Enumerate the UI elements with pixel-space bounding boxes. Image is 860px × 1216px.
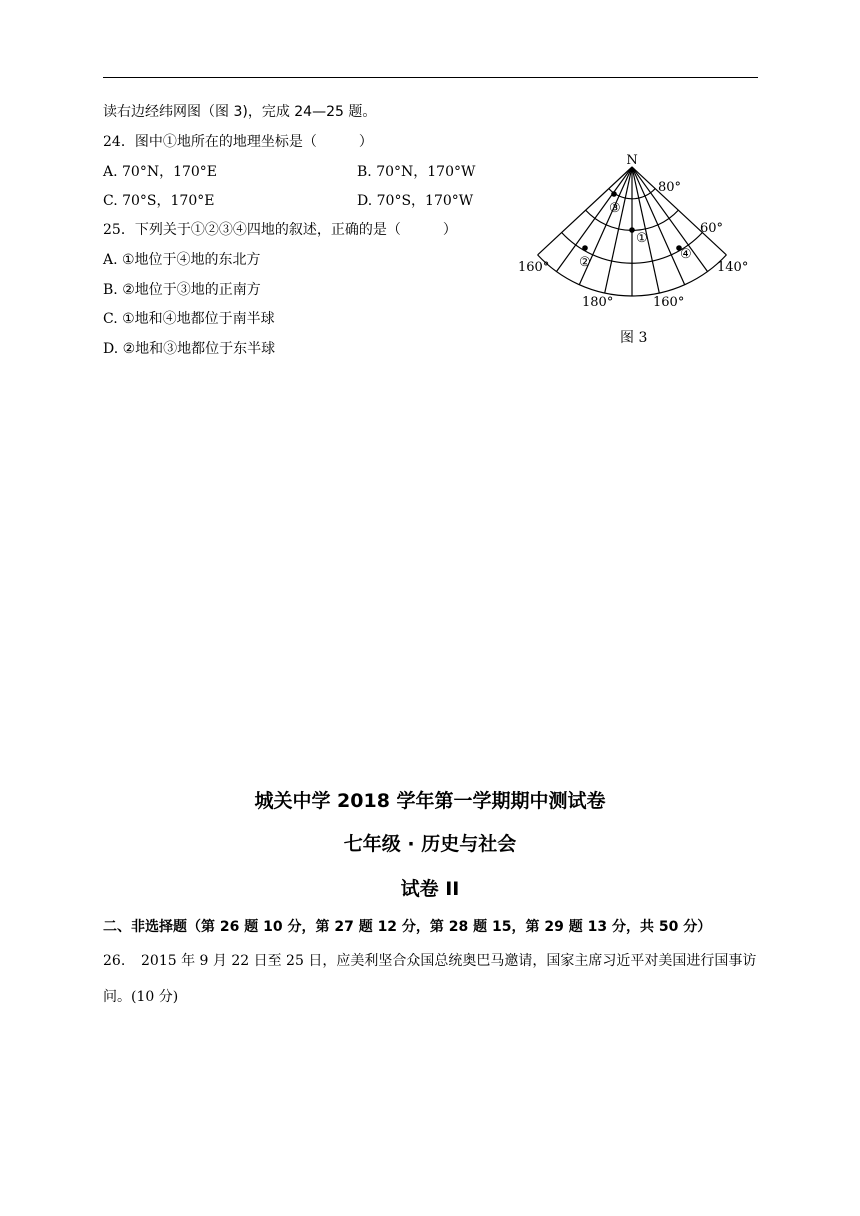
reading-instruction: 读右边经纬网图（图 3)，完成 24—25 题。 bbox=[103, 104, 377, 120]
question-26-text: 2015 年 9 月 22 日至 25 日，应美利坚合众国总统奥巴马邀请，国家主席习近平对美国进行国事访问。(10 分) bbox=[103, 953, 757, 1005]
point-1-dot bbox=[629, 227, 635, 233]
option-24d: D. 70°S，170°W bbox=[357, 193, 474, 209]
longitude-label-160-right: 160° bbox=[653, 295, 685, 310]
exam-title: 城关中学 2018 学年第一学期期中测试卷 bbox=[254, 790, 606, 812]
option-25b: B. ②地位于③地的正南方 bbox=[103, 282, 261, 298]
longitude-label-160-left: 160° bbox=[518, 260, 550, 275]
point-2-dot bbox=[582, 245, 588, 251]
question-24-options-row1 bbox=[103, 163, 476, 181]
longitude-label-180: 180° bbox=[582, 295, 614, 310]
question-26-number: 26. bbox=[103, 953, 126, 969]
option-24c: C. 70°S，170°E bbox=[103, 193, 215, 209]
header-rule bbox=[103, 77, 758, 78]
option-24a: A. 70°N，170°E bbox=[103, 164, 218, 180]
option-24b: B. 70°N，170°W bbox=[357, 164, 476, 180]
option-25c: C. ①地和④地都位于南半球 bbox=[103, 311, 275, 327]
option-25d: D. ②地和③地都位于东半球 bbox=[103, 341, 276, 357]
question-24-stem: 24．图中①地所在的地理坐标是（ ） bbox=[103, 134, 373, 150]
question-26 bbox=[103, 943, 763, 1015]
section-heading: 二、非选择题（第 26 题 10 分，第 27 题 12 分，第 28 题 15，第 29 题 13 分，共 50 分） bbox=[103, 919, 712, 935]
paper-label: 试卷 II bbox=[400, 878, 460, 900]
point-4-label: ④ bbox=[680, 247, 692, 262]
question-25-stem: 25．下列关于①②③④四地的叙述，正确的是（ ） bbox=[103, 222, 457, 238]
point-3-dot bbox=[611, 191, 617, 197]
north-pole-label: N bbox=[626, 153, 638, 168]
point-3-label: ③ bbox=[609, 201, 621, 216]
question-24-options-row2 bbox=[103, 192, 474, 210]
point-2-label: ② bbox=[579, 255, 591, 270]
point-1-label: ① bbox=[636, 231, 648, 246]
longitude-label-140: 140° bbox=[717, 260, 749, 275]
latitude-label-80: 80° bbox=[658, 180, 682, 195]
exam-subtitle: 七年级 · 历史与社会 bbox=[343, 833, 517, 855]
graticule-map-figure bbox=[505, 150, 785, 325]
latitude-label-60: 60° bbox=[700, 221, 724, 236]
option-25a: A. ①地位于④地的东北方 bbox=[103, 252, 261, 268]
figure-caption: 图 3 bbox=[620, 330, 648, 346]
